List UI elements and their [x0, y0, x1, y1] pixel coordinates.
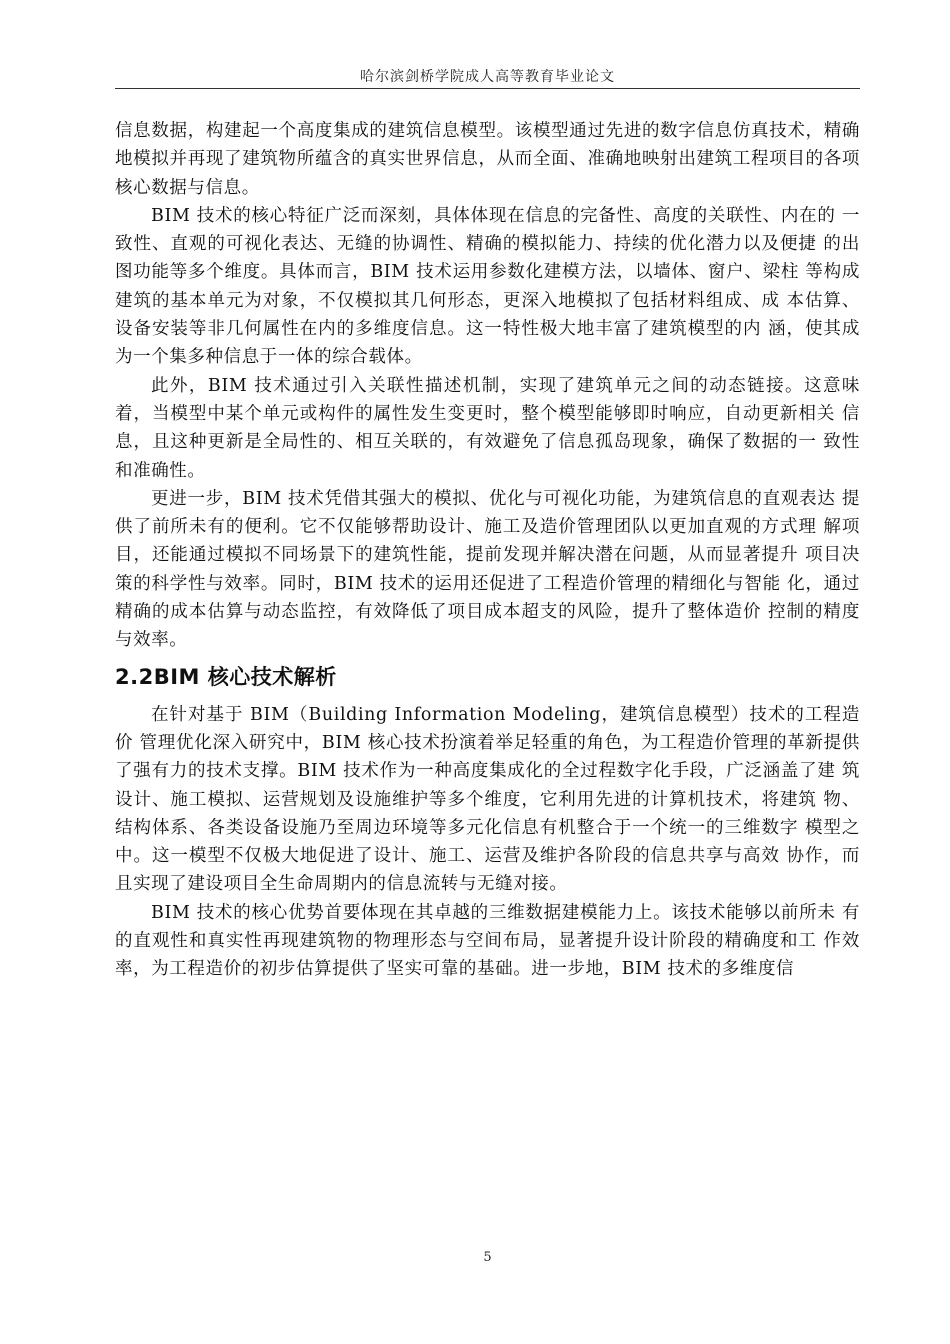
paragraph-3d-modeling: BIM 技术的核心优势首要体现在其卓越的三维数据建模能力上。该技术能够以前所未 有的直观性和真实性再现建筑物的物理形态与空间布局，显著提升设计阶段的精确度和工 作效率，为工程造价的初步估算提供了坚实可靠的基础。进一步地，BIM 技术的多维度信: [115, 902, 860, 980]
paragraph-bim-features: BIM 技术的核心特征广泛而深刻，具体体现在信息的完备性、高度的关联性、内在的 一致性、直观的可视化表达、无缝的协调性、精确的模拟能力、持续的优化潜力以及便捷 的出图功能等多个维度。具体而言，BIM 技术运用参数化建模方法，以墙体、窗户、梁柱 等构成建筑的基本单元为对象，不仅模拟其几何形态，更深入地模拟了包括材料组成、成 本估算、设备安装等非几何属性在内的多维度信息。这一特性极大地丰富了建筑模型的内 涵，使其成为一个集多种信息于一体的综合载体。: [115, 205, 860, 368]
page-header-title: 哈尔滨剑桥学院成人高等教育毕业论文: [360, 69, 615, 85]
paragraph-dynamic-link: 此外，BIM 技术通过引入关联性描述机制，实现了建筑单元之间的动态链接。这意味 着，当模型中某个单元或构件的属性发生变更时，整个模型能够即时响应，自动更新相关 信息，且这种更新是全局性的、相互关联的，有效避免了信息孤岛现象，确保了数据的一 致性和准确性。: [115, 375, 860, 481]
paragraph-visualization: 更进一步，BIM 技术凭借其强大的模拟、优化与可视化功能，为建筑信息的直观表达 提供了前所未有的便利。它不仅能够帮助设计、施工及造价管理团队以更加直观的方式理 解项目，还能通过模拟不同场景下的建筑性能，提前发现并解决潜在问题，从而显著提升 项目决策的科学性与效率。同时，BIM 技术的运用还促进了工程造价管理的精细化与智能 化，通过精确的成本估算与动态监控，有效降低了项目成本超支的风险，提升了整体造价 控制的精度与效率。: [115, 488, 860, 651]
page-number: 5: [483, 1250, 492, 1265]
body-text: [115, 117, 860, 984]
paragraph-core-tech: 在针对基于 BIM（Building Information Modeling，建筑信息模型）技术的工程造价 管理优化深入研究中，BIM 核心技术扮演着举足轻重的角色，为工程造价管理的革新提供 了强有力的技术支撑。BIM 技术作为一种高度集成化的全过程数字化手段，广泛涵盖了建 筑设计、施工模拟、运营规划及设施维护等多个维度，它利用先进的计算机技术，将建筑 物、结构体系、各类设备设施乃至周边环境等多元化信息有机整合于一个统一的三维数字 模型之中。这一模型不仅极大地促进了设计、施工、运营及维护各阶段的信息共享与高效 协作，而且实现了建设项目全生命周期内的信息流转与无缝对接。: [115, 704, 860, 895]
header-divider: [115, 88, 860, 89]
paragraph-continued: 信息数据，构建起一个高度集成的建筑信息模型。该模型通过先进的数字信息仿真技术，精确地模拟并再现了建筑物所蕴含的真实世界信息，从而全面、准确地映射出建筑工程项目的各项核心数据与信息。: [115, 121, 860, 198]
section-heading: 2.2BIM 核心技术解析: [115, 664, 337, 689]
